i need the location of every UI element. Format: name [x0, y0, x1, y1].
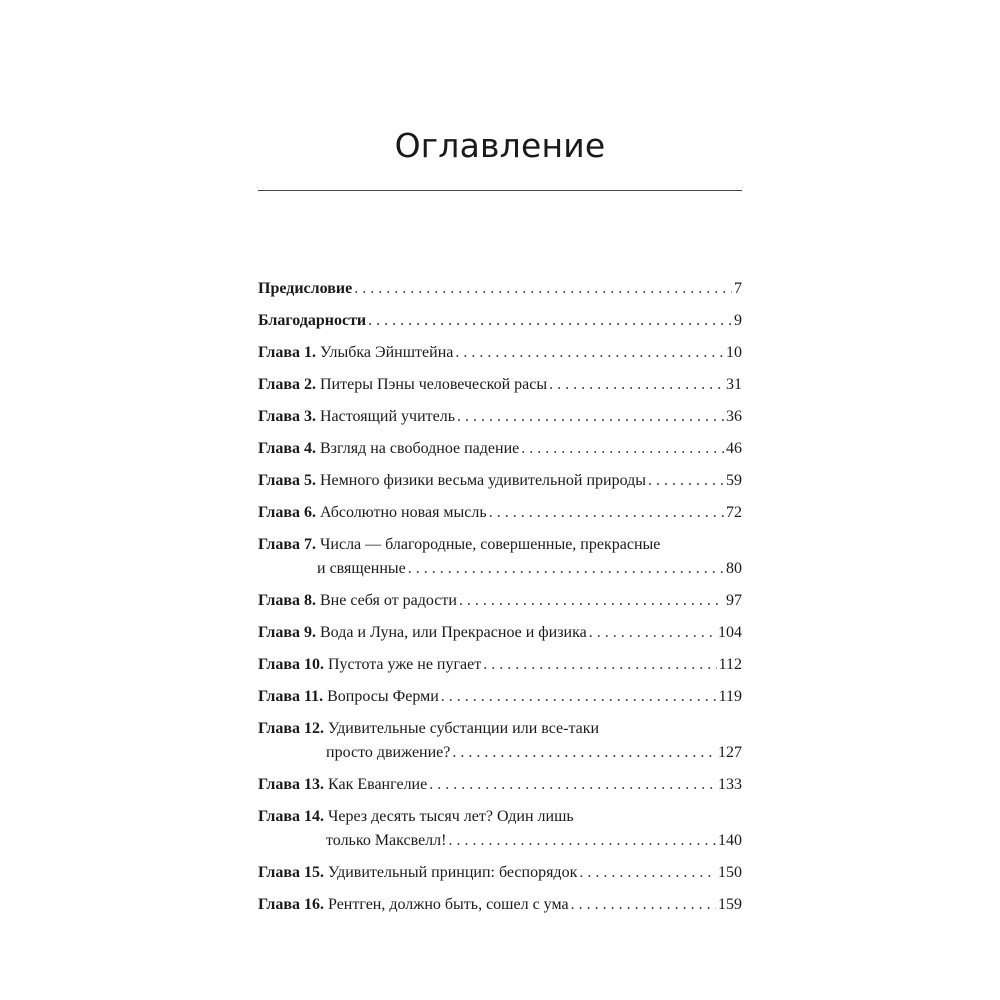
toc-entry-title-continuation: просто движение? [326, 744, 451, 761]
toc-entry-page: 7 [734, 280, 742, 297]
toc-entry-title-continuation: только Максвелл! [326, 832, 447, 849]
toc-entry-title: Удивительные субстанции или все-таки [328, 720, 600, 737]
toc-entry-prefix: Глава 16. [258, 896, 324, 913]
toc-entry-prefix: Глава 10. [258, 656, 324, 673]
leader-dots [408, 557, 724, 581]
toc-entry[interactable] [258, 893, 742, 917]
toc-entry-prefix: Глава 12. [258, 720, 324, 737]
leader-dots [368, 309, 732, 333]
page-title: Оглавление [394, 126, 606, 165]
toc-entry[interactable] [258, 469, 742, 493]
toc-entry-prefix: Глава 3. [258, 408, 316, 425]
toc-entry-prefix: Благодарности [258, 312, 367, 329]
toc-entry[interactable] [258, 277, 742, 301]
toc-entry-page: 59 [726, 472, 742, 489]
toc-entry-page: 127 [718, 744, 742, 761]
toc-entry-prefix: Глава 13. [258, 776, 324, 793]
toc-entry-page: 150 [718, 864, 742, 881]
toc-entry[interactable] [258, 373, 742, 397]
toc-entry-title: Абсолютно новая мысль [320, 504, 487, 521]
leader-dots [441, 685, 717, 709]
toc-entry[interactable] [258, 805, 742, 853]
toc-entry-prefix: Глава 8. [258, 592, 316, 609]
toc-entry-page: 10 [726, 344, 742, 361]
toc-entry-title: Настоящий учитель [320, 408, 456, 425]
toc-entry-title: Числа — благородные, совершенные, прекрасные [320, 536, 661, 553]
toc-entry-title: Удивительный принцип: беспорядок [328, 864, 578, 881]
toc-entry[interactable] [258, 437, 742, 461]
toc-entry-page: 72 [726, 504, 742, 521]
toc-entry[interactable] [258, 501, 742, 525]
title-divider [258, 190, 742, 191]
leader-dots [448, 829, 716, 853]
leader-dots [429, 773, 716, 797]
toc-entry-page: 80 [726, 560, 742, 577]
toc-entry-title: Вне себя от радости [320, 592, 457, 609]
toc-entry-page: 36 [726, 408, 742, 425]
toc-entry[interactable] [258, 653, 742, 677]
toc-entry[interactable] [258, 773, 742, 797]
toc-entry-page: 31 [726, 376, 742, 393]
toc-entry-title: Как Евангелие [328, 776, 428, 793]
leader-dots [521, 437, 724, 461]
leader-dots [571, 893, 716, 917]
toc-entry[interactable] [258, 533, 742, 581]
toc-entry-prefix: Глава 4. [258, 440, 316, 457]
toc-entry-prefix: Глава 7. [258, 536, 316, 553]
toc-entry[interactable] [258, 589, 742, 613]
toc-entry-page: 9 [734, 312, 742, 329]
toc-entry-prefix: Глава 9. [258, 624, 316, 641]
toc-entry[interactable] [258, 309, 742, 333]
toc-entry-title: Через десять тысяч лет? Один лишь [328, 808, 574, 825]
leader-dots [457, 405, 724, 429]
toc-entry-page: 140 [718, 832, 742, 849]
toc-entry-prefix: Предисловие [258, 280, 353, 297]
toc-entry[interactable] [258, 341, 742, 365]
toc-entry-prefix: Глава 6. [258, 504, 316, 521]
toc-entry-title: Питеры Пэны человеческой расы [320, 376, 548, 393]
toc-entry-title: Взгляд на свободное падение [320, 440, 520, 457]
leader-dots [452, 741, 716, 765]
toc-entry[interactable] [258, 405, 742, 429]
toc-entry-prefix: Глава 2. [258, 376, 316, 393]
toc-entry-title: Вода и Луна, или Прекрасное и физика [320, 624, 587, 641]
leader-dots [579, 861, 716, 885]
toc-entry-prefix: Глава 15. [258, 864, 324, 881]
toc-entry-prefix: Глава 11. [258, 688, 324, 705]
toc-entry-page: 97 [726, 592, 742, 609]
leader-dots [459, 589, 724, 613]
toc-entry[interactable] [258, 717, 742, 765]
toc-entry-prefix: Глава 5. [258, 472, 316, 489]
toc-entry-title: Немного физики весьма удивительной природы [320, 472, 646, 489]
toc-entry-page: 112 [718, 656, 742, 673]
toc-entry-title-continuation: и священные [317, 560, 406, 577]
toc-entry-page: 104 [718, 624, 742, 641]
toc-entry-prefix: Глава 1. [258, 344, 316, 361]
leader-dots [483, 653, 716, 677]
leader-dots [354, 277, 732, 301]
leader-dots [549, 373, 724, 397]
toc-entry-title: Рентген, должно быть, сошел с ума [328, 896, 569, 913]
leader-dots [489, 501, 724, 525]
toc-entry-title: Улыбка Эйнштейна [320, 344, 454, 361]
table-of-contents [258, 277, 742, 917]
leader-dots [648, 469, 724, 493]
toc-entry[interactable] [258, 685, 742, 709]
toc-entry-page: 46 [726, 440, 742, 457]
toc-entry-page: 133 [718, 776, 742, 793]
leader-dots [455, 341, 724, 365]
toc-entry-page: 159 [718, 896, 742, 913]
toc-entry-title: Пустота уже не пугает [328, 656, 482, 673]
toc-entry-title: Вопросы Ферми [327, 688, 439, 705]
toc-entry-prefix: Глава 14. [258, 808, 324, 825]
toc-entry[interactable] [258, 621, 742, 645]
leader-dots [589, 621, 716, 645]
toc-entry[interactable] [258, 861, 742, 885]
toc-entry-page: 119 [718, 688, 742, 705]
